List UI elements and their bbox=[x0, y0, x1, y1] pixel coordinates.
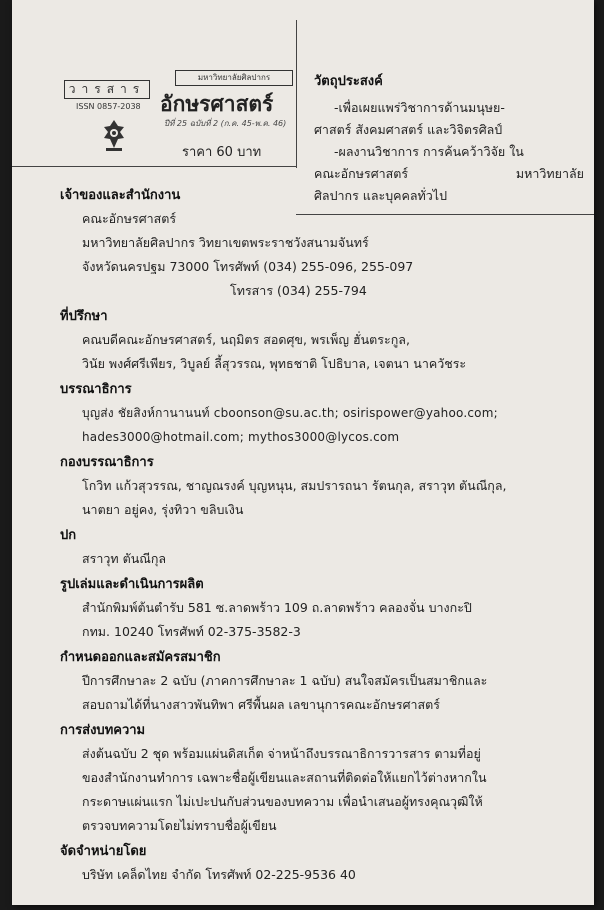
document-page bbox=[12, 0, 594, 905]
university-label-box: มหาวิทยาลัยศิลปากร bbox=[175, 70, 293, 86]
section-cover bbox=[60, 524, 580, 571]
section-editor bbox=[60, 378, 580, 449]
section-heading: การส่งบทความ bbox=[60, 723, 146, 738]
section-line: ส่งต้นฉบับ 2 ชุด พร้อมแผ่นดิสเก็ต จ่าหน้าถึงบรรณาธิการวารสาร ตามที่อยู่ bbox=[82, 746, 481, 761]
section-heading: ที่ปรึกษา bbox=[60, 309, 108, 324]
section-heading: บรรณาธิการ bbox=[60, 382, 132, 397]
section-line: คณะอักษรศาสตร์ bbox=[82, 211, 177, 226]
section-heading: กองบรรณาธิการ bbox=[60, 455, 154, 470]
section-line: โกวิท แก้วสุวรรณ, ชาญณรงค์ บุญหนุน, สมปรารถนา รัตนกุล, สราวุท ตันณีกุล, bbox=[82, 478, 507, 493]
journal-word-box: วารสาร bbox=[64, 80, 150, 99]
issue-info: ปีที่ 25 ฉบับที่ 2 (ก.ค. 45-พ.ค. 46) bbox=[164, 119, 287, 128]
objective-line: -เพื่อเผยแพร่วิชาการด้านมนุษย- bbox=[334, 100, 505, 115]
section-heading: ปก bbox=[60, 528, 77, 543]
section-subscription bbox=[60, 646, 580, 717]
section-owner bbox=[60, 184, 580, 303]
section-line: วินัย พงศ์ศรีเพียร, วิบูลย์ ลี้สุวรรณ, พุทธชาติ โปธิบาล, เจตนา นาควัชระ bbox=[82, 356, 467, 371]
section-line: คณบดีคณะอักษรศาสตร์, นฤมิตร สอดศุข, พรเพ็ญ ฮั่นตระกูล, bbox=[82, 332, 410, 347]
masthead-details bbox=[60, 184, 580, 889]
section-submission bbox=[60, 719, 580, 838]
header-divider-vertical bbox=[296, 20, 297, 168]
issn-number: ISSN 0857-2038 bbox=[76, 102, 141, 111]
section-line: ตรวจบทความโดยไม่ทราบชื่อผู้เขียน bbox=[82, 818, 277, 833]
section-line: โทรสาร (034) 255-794 bbox=[230, 283, 367, 298]
section-line: ของสำนักงานทำการ เฉพาะชื่อผู้เขียนและสถานที่ติดต่อให้แยกไว้ต่างหากใน bbox=[82, 770, 487, 785]
header-divider-left bbox=[12, 166, 297, 167]
section-heading: รูปเล่มและดำเนินการผลิต bbox=[60, 577, 204, 592]
section-distributor bbox=[60, 840, 580, 887]
section-heading: จัดจำหน่ายโดย bbox=[60, 844, 147, 859]
section-line: กทม. 10240 โทรศัพท์ 02-375-3582-3 bbox=[82, 624, 301, 639]
section-line: มหาวิทยาลัยศิลปากร วิทยาเขตพระราชวังสนามจันทร์ bbox=[82, 235, 369, 250]
journal-masthead bbox=[60, 70, 290, 160]
journal-title: อักษรศาสตร์ bbox=[160, 92, 274, 116]
section-line: บริษัท เคล็ดไทย จำกัด โทรศัพท์ 02-225-9536 40 bbox=[82, 867, 356, 882]
section-line: บุญส่ง ชัยสิงห์กานานนท์ cboonson@su.ac.th; osirispower@yahoo.com; bbox=[82, 406, 498, 420]
section-editorial-board bbox=[60, 451, 580, 522]
section-advisors bbox=[60, 305, 580, 376]
section-line: จังหวัดนครปฐม 73000 โทรศัพท์ (034) 255-096, 255-097 bbox=[82, 259, 414, 274]
section-line: นาตยา อยู่คง, รุ่งทิวา ขลิบเงิน bbox=[82, 502, 244, 517]
section-heading: กำหนดออกและสมัครสมาชิก bbox=[60, 650, 221, 665]
objectives-title: วัตถุประสงค์ bbox=[314, 74, 383, 89]
section-line: hades3000@hotmail.com; mythos3000@lycos.com bbox=[82, 430, 400, 444]
section-line: สราวุท ตันณีกุล bbox=[82, 551, 167, 566]
university-seal-icon bbox=[100, 118, 128, 152]
price-label: ราคา 60 บาท bbox=[182, 145, 262, 160]
objective-line: ศิลปากร และบุคคลทั่วไป bbox=[314, 188, 448, 203]
objective-line: คณะอักษรศาสตร์ มหาวิทยาลัย bbox=[314, 166, 584, 181]
section-line: กระดาษแผ่นแรก ไม่เปะปนกับส่วนของบทความ เพื่อนำเสนอผู้ทรงคุณวุฒิให้ bbox=[82, 794, 483, 809]
section-line: สอบถามได้ที่นางสาวพันทิพา ศรีพื้นผล เลขานุการคณะอักษรศาสตร์ bbox=[82, 697, 440, 712]
objective-line: ศาสตร์ สังคมศาสตร์ และวิจิตรศิลป์ bbox=[314, 122, 503, 137]
section-line: ปีการศึกษาละ 2 ฉบับ (ภาคการศึกษาละ 1 ฉบับ) สนใจสมัครเป็นสมาชิกและ bbox=[82, 673, 488, 688]
section-line: สำนักพิมพ์ต้นตำรับ 581 ซ.ลาดพร้าว 109 ถ.ลาดพร้าว คลองจั่น บางกะปิ bbox=[82, 600, 472, 615]
objective-line: -ผลงานวิชาการ การค้นคว้าวิจัย ใน bbox=[334, 144, 524, 159]
section-heading: เจ้าของและสำนักงาน bbox=[60, 188, 181, 203]
section-production bbox=[60, 573, 580, 644]
